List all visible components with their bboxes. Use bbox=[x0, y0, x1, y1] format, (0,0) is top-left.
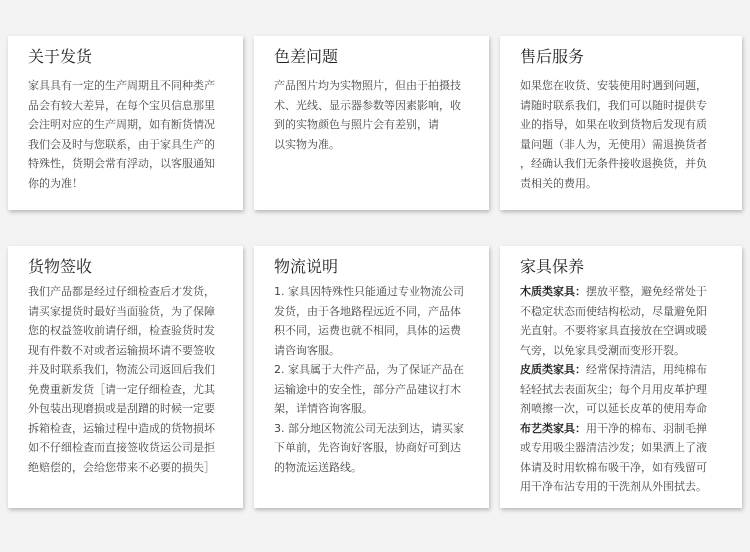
card-line: 我们会及时与您联系，由于家具生产的 bbox=[28, 137, 215, 151]
card-line: 3. 部分地区物流公司无法到达，请买家 bbox=[274, 421, 464, 435]
care-text: 用干净的棉布、羽制毛掸 bbox=[586, 421, 707, 435]
card-line: 的物流运送路线。 bbox=[274, 460, 362, 474]
care-line bbox=[520, 302, 730, 322]
care-line bbox=[520, 438, 730, 458]
card-line: 家具具有一定的生产周期且不同种类产 bbox=[28, 79, 215, 92]
card-body bbox=[28, 76, 231, 193]
care-text: 光直射。不要将家具直接放在空调或暖 bbox=[520, 324, 707, 337]
card-body bbox=[274, 76, 477, 154]
card-line: 产品图片均为实物照片，但由于拍摄技 bbox=[274, 79, 461, 92]
card-line: 积不同，运费也就不相同，具体的运费 bbox=[274, 324, 461, 337]
card-line: 如不仔细检查而直接签收货运公司是拒 bbox=[28, 441, 215, 454]
card-title: 售后服务 bbox=[520, 47, 585, 66]
care-text: 经常保持清洁，用纯棉布 bbox=[586, 363, 707, 376]
card-line: 运输途中的安全性，部分产品建议打木 bbox=[274, 382, 461, 396]
card-body bbox=[28, 282, 231, 477]
card-line: 术、光线、显示器参数等因素影响，收 bbox=[274, 98, 461, 112]
card-line: 您的权益签收前请仔细，检查验货时发 bbox=[28, 324, 215, 337]
care-text: 摆放平整，避免经常处于 bbox=[586, 285, 707, 298]
card-line: 现有件数不对或者运输损坏请不要签收 bbox=[28, 343, 215, 357]
card-line: 下单前，先咨询好客服，协商好可到达 bbox=[274, 441, 461, 454]
card-line: 绝赔偿的，会给您带来不必要的损失］ bbox=[28, 460, 215, 474]
card-line: 并及时联系我们，物流公司返回后我们 bbox=[28, 363, 215, 376]
card-line: 发货，由于各地路程远近不同，产品体 bbox=[274, 304, 461, 318]
care-text: 体请及时用软棉布吸干净，如有残留可 bbox=[520, 460, 707, 474]
card-line: 业的指导，如果在收到货物后发现有质 bbox=[520, 118, 707, 131]
card-line: 免费重新发货［请一定仔细检查，尤其 bbox=[28, 382, 215, 396]
color-difference-card bbox=[254, 36, 489, 210]
card-body bbox=[274, 282, 477, 477]
card-line: 会注明对应的生产周期，如有断货情况 bbox=[28, 118, 215, 131]
care-text: 不稳定状态而使结构松动，尽量避免阳 bbox=[520, 304, 707, 318]
card-line: 特殊性，货期会常有浮动，以客服通知 bbox=[28, 157, 215, 170]
card-line: 如果您在收货、安装使用时遇到问题， bbox=[520, 79, 707, 92]
card-line: ，经确认我们无条件接收退换货，并负 bbox=[520, 157, 707, 170]
card-title: 物流说明 bbox=[274, 257, 339, 276]
delivery-receipt-card bbox=[8, 246, 243, 508]
after-sales-card bbox=[500, 36, 742, 210]
care-line bbox=[520, 360, 730, 380]
shipping-card bbox=[8, 36, 243, 210]
card-line: 量问题（非人为，无使用）需退换货者 bbox=[520, 137, 707, 151]
care-label: 皮质类家具： bbox=[520, 363, 586, 376]
card-line: 外包装出现磨损或是刮蹭的时候一定要 bbox=[28, 402, 215, 415]
card-line: 请随时联系我们，我们可以随时提供专 bbox=[520, 98, 707, 112]
care-line bbox=[520, 477, 730, 497]
card-title: 关于发货 bbox=[28, 47, 93, 66]
care-text: 剂喷擦一次，可以延长皮革的使用寿命 bbox=[520, 402, 707, 415]
logistics-card bbox=[254, 246, 489, 508]
card-line: 品会有较大差异，在每个宝贝信息那里 bbox=[28, 98, 215, 112]
care-line bbox=[520, 321, 730, 341]
care-line bbox=[520, 399, 730, 419]
card-line: 请买家提货时最好当面验货，为了保障 bbox=[28, 304, 215, 318]
care-line bbox=[520, 380, 730, 400]
card-body bbox=[520, 282, 730, 497]
care-line bbox=[520, 458, 730, 478]
care-text: 用干净布沾专用的干洗剂从外围拭去。 bbox=[520, 480, 707, 493]
furniture-care-card bbox=[500, 246, 742, 508]
care-text: 轻轻拭去表面灰尘；每个月用皮革护理 bbox=[520, 382, 707, 396]
card-line: 你的为准！ bbox=[28, 176, 83, 190]
card-line: 我们产品都是经过仔细检查后才发货， bbox=[28, 285, 215, 298]
card-title: 货物签收 bbox=[28, 257, 93, 276]
care-text: 或专用吸尘器清洁沙发；如果洒上了液 bbox=[520, 441, 707, 454]
card-line: 拆箱检查，运输过程中造成的货物损坏 bbox=[28, 421, 215, 435]
card-line: 2. 家具属于大件产品，为了保证产品在 bbox=[274, 363, 464, 376]
care-line bbox=[520, 341, 730, 361]
card-line: 架，详情咨询客服。 bbox=[274, 402, 373, 415]
care-label: 木质类家具： bbox=[520, 285, 586, 298]
care-text: 气旁，以免家具受潮而变形开裂。 bbox=[520, 343, 685, 357]
card-title: 色差问题 bbox=[274, 47, 339, 66]
card-line: 以实物为准。 bbox=[274, 137, 340, 151]
card-title: 家具保养 bbox=[520, 257, 585, 276]
card-line: 1. 家具因特殊性只能通过专业物流公司 bbox=[274, 285, 464, 298]
card-line: 到的实物颜色与照片会有差别，请 bbox=[274, 118, 439, 131]
card-line: 责相关的费用。 bbox=[520, 176, 597, 190]
care-line bbox=[520, 282, 730, 302]
card-line: 请咨询客服。 bbox=[274, 343, 340, 357]
care-label: 布艺类家具： bbox=[520, 421, 586, 435]
care-line bbox=[520, 419, 730, 439]
card-body bbox=[520, 76, 730, 193]
